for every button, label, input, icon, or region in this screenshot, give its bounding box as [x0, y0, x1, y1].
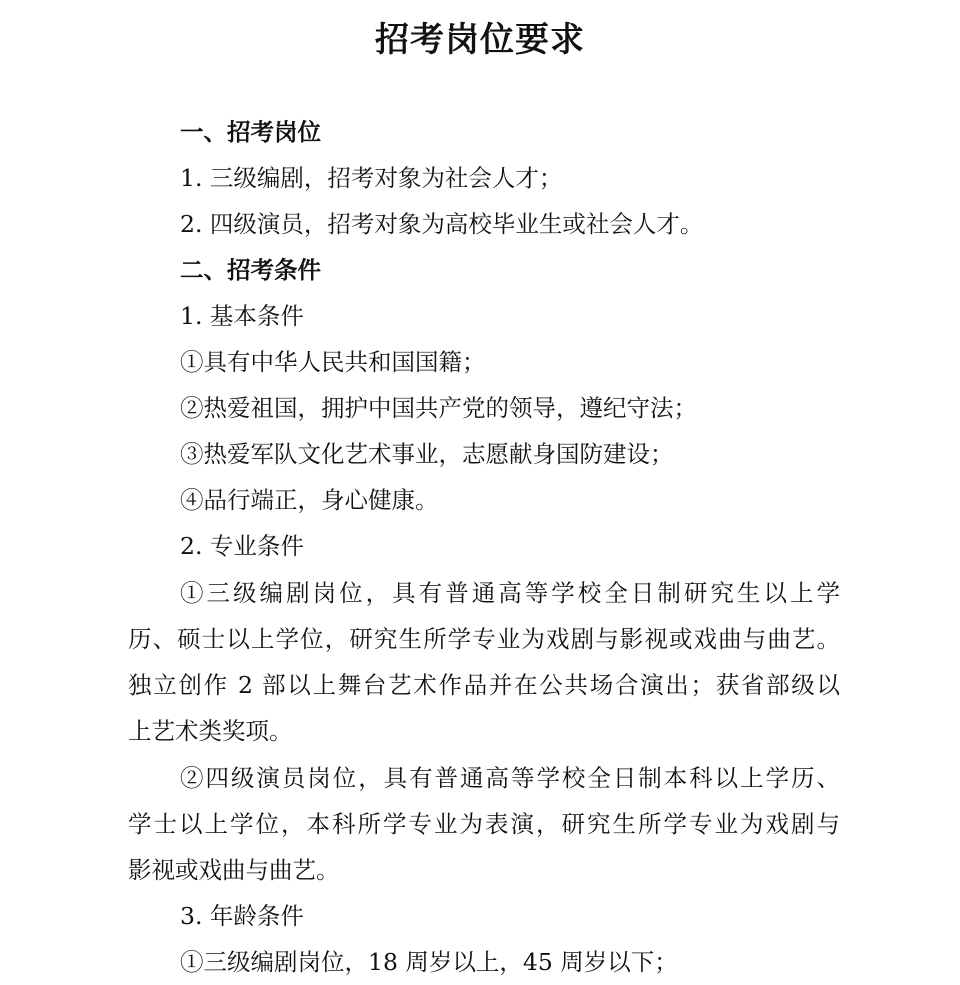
professional-item-1-line: 独立创作 2 部以上舞台艺术作品并在公共场合演出；获省部级以	[128, 671, 840, 699]
professional-item-2-line: 学士以上学位，本科所学专业为表演，研究生所学专业为戏剧与	[128, 810, 840, 838]
position-item-1: 1. 三级编剧，招考对象为社会人才；	[180, 164, 563, 192]
document-title: 招考岗位要求	[375, 20, 585, 60]
professional-item-1-line: 上艺术类奖项。	[128, 717, 293, 745]
professional-item-2-line: ②四级演员岗位，具有普通高等学校全日制本科以上学历、	[180, 764, 840, 792]
professional-item-1-line: 历、硕士以上学位，研究生所学专业为戏剧与影视或戏曲与曲艺。	[128, 625, 840, 653]
basic-item-2: ②热爱祖国，拥护中国共产党的领导，遵纪守法；	[180, 394, 697, 422]
subheading-age: 3. 年龄条件	[180, 902, 304, 930]
basic-item-3: ③热爱军队文化艺术事业，志愿献身国防建设；	[180, 440, 674, 468]
professional-item-1-line: ①三级编剧岗位，具有普通高等学校全日制研究生以上学	[180, 579, 840, 607]
age-item-1: ①三级编剧岗位，18 周岁以上，45 周岁以下；	[180, 948, 678, 976]
basic-item-1: ①具有中华人民共和国国籍；	[180, 348, 486, 376]
subheading-basic: 1. 基本条件	[180, 302, 304, 330]
section-heading-positions: 一、招考岗位	[180, 118, 321, 146]
basic-item-4: ④品行端正，身心健康。	[180, 486, 439, 514]
section-heading-conditions: 二、招考条件	[180, 256, 321, 284]
professional-item-2-line: 影视或戏曲与曲艺。	[128, 856, 340, 884]
position-item-2: 2. 四级演员，招考对象为高校毕业生或社会人才。	[180, 210, 704, 238]
subheading-professional: 2. 专业条件	[180, 532, 304, 560]
